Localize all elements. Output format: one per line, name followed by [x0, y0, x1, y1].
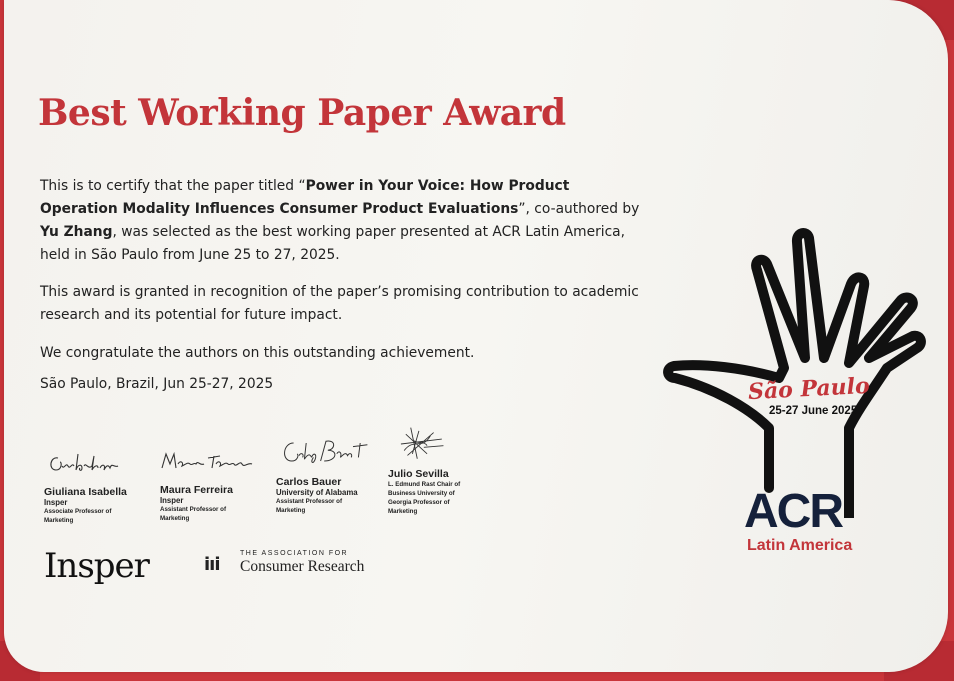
- signer-giuliana-isabella: [44, 444, 134, 525]
- signer-affiliation: Insper: [160, 496, 184, 505]
- signature-maura-ferreira: [160, 442, 256, 478]
- signer-name: Carlos Bauer: [276, 476, 342, 488]
- certificate-title: Best Working Paper Award: [38, 92, 566, 134]
- place-date: São Paulo, Brazil, Jun 25-27, 2025: [40, 376, 274, 392]
- acr-consumer-research: Consumer Research: [240, 558, 365, 575]
- signature-carlos-bauer: [276, 434, 376, 470]
- latin-america-label: Latin America: [747, 537, 853, 554]
- conference-dates: 25-27 June 2025: [769, 405, 858, 417]
- signer-julio-sevilla: [388, 426, 478, 516]
- paper-title: Power in Your Voice: How Product Operation Modality Influences Consumer Product Evaluations: [40, 178, 570, 217]
- certify-text-start: This is to certify that the paper titled “: [40, 178, 306, 194]
- sao-paulo-script: São Paulo: [747, 372, 871, 406]
- signer-maura-ferreira: [160, 442, 256, 523]
- acr-logo-text: ACR: [744, 485, 842, 538]
- signer-role: L. Edmund Rast Chair of Business University of Georgia Professor of Marketing: [388, 481, 461, 515]
- certify-text-end: , was selected as the best working paper presented at ACR Latin America, held in São Paulo from June 25 to 27, 2025.: [40, 224, 626, 263]
- certify-paragraph: [40, 175, 640, 267]
- acr-association-line: THE ASSOCIATION FOR: [240, 550, 349, 557]
- certificate-card: [4, 0, 948, 672]
- congratulation-paragraph: We congratulate the authors on this outstanding achievement.: [40, 345, 475, 361]
- signer-affiliation: Insper: [44, 498, 68, 507]
- signer-role: Associate Professor of Marketing: [44, 508, 112, 524]
- signer-name: Giuliana Isabella: [44, 486, 127, 498]
- insper-logo: Insper: [44, 546, 149, 586]
- recognition-paragraph: This award is granted in recognition of the paper’s promising contribution to academic research and its potential for future impact.: [40, 284, 639, 323]
- certify-text-mid: ”, co-authored by: [518, 201, 640, 217]
- signatures-block: [40, 420, 520, 540]
- signer-name: Maura Ferreira: [160, 484, 233, 496]
- signer-role: Assistant Professor of Marketing: [160, 506, 227, 522]
- signer-name: Julio Sevilla: [388, 468, 449, 480]
- signer-carlos-bauer: [276, 434, 376, 515]
- signature-giuliana-isabella: [44, 444, 124, 480]
- acr-mark-icon: iıi: [204, 554, 220, 575]
- author-name: Yu Zhang: [40, 224, 113, 240]
- hand-outline-icon: [659, 228, 929, 518]
- signer-role: Assistant Professor of Marketing: [276, 498, 343, 514]
- signature-julio-sevilla: [388, 426, 458, 462]
- signer-affiliation: University of Alabama: [276, 488, 358, 497]
